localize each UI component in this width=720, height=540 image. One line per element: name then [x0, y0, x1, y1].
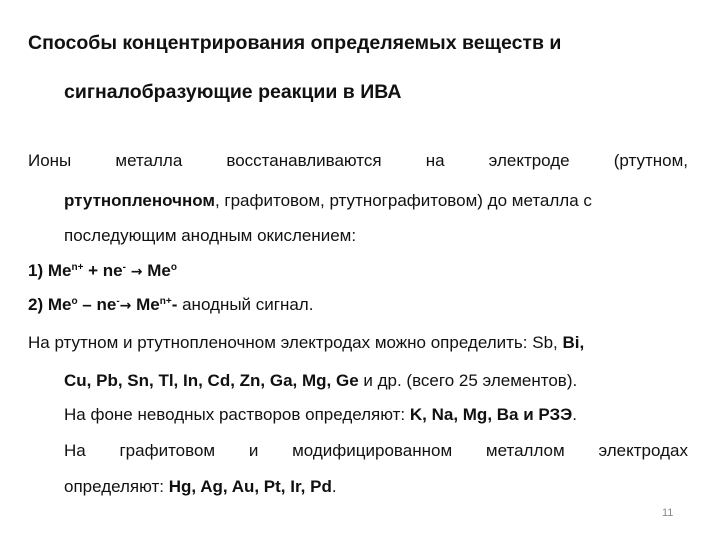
title-line-1: Способы концентрирования определяемых веществ и [28, 32, 562, 54]
arrow-icon: → [130, 264, 143, 280]
reaction-text: Me [147, 261, 171, 280]
text: . [331, 477, 337, 496]
title-line-2: сигналобразующие реакции в ИВА [64, 81, 402, 103]
reaction-text: - [171, 295, 178, 314]
element-list: Cu, Pb, Sn, Tl, In, Cd, Zn, Ga, Mg, Ge [64, 371, 359, 390]
superscript: o [170, 262, 177, 273]
paragraph-2-line-1 [28, 332, 584, 354]
superscript: - [122, 262, 126, 273]
reaction-text: 1) Me [28, 261, 72, 280]
bold-term: Bi, [562, 333, 585, 352]
element-list: K, Na, Mg, Ba и РЗЭ [409, 405, 573, 424]
word: металла [115, 151, 183, 170]
paragraph-2-line-2 [64, 370, 577, 392]
paragraph-3-line-1 [64, 440, 688, 462]
word: (ртутном, [613, 151, 688, 170]
bold-term: ртутнопленочном [64, 191, 215, 210]
reaction-text: + ne [83, 261, 123, 280]
text: На фоне неводных растворов определяют: [64, 405, 410, 424]
paragraph-2-line-3 [64, 404, 577, 426]
text: и др. (всего 25 элементов). [358, 371, 578, 390]
word: На [64, 441, 86, 460]
superscript: - [116, 296, 120, 307]
word: и [248, 441, 259, 460]
word: восстанавливаются [226, 151, 382, 170]
superscript: o [71, 296, 78, 307]
word: Ионы [28, 151, 72, 170]
reaction-1 [28, 260, 177, 282]
word: электроде [488, 151, 570, 170]
element-list: Hg, Ag, Au, Pt, Ir, Pd [168, 477, 332, 496]
paragraph-3-line-2 [64, 476, 337, 498]
superscript: n+ [71, 262, 84, 273]
text: . [572, 405, 577, 424]
text: На ртутном и ртутнопленочном электродах можно определить: Sb, [28, 333, 563, 352]
reaction-text: Me [131, 295, 160, 314]
word: металлом [485, 441, 565, 460]
reaction-text: анодный сигнал. [177, 295, 314, 314]
paragraph-1-line-2 [64, 190, 592, 212]
page-number: 11 [662, 507, 674, 519]
arrow-icon: → [119, 298, 132, 314]
text: , графитовом, ртутнографитовом) до металла с [214, 191, 592, 210]
reaction-text: – ne [77, 295, 117, 314]
reaction-2 [28, 294, 313, 316]
word: электродах [598, 441, 688, 460]
reaction-text: 2) Me [28, 295, 72, 314]
word: на [425, 151, 445, 170]
word: модифицированном [292, 441, 453, 460]
paragraph-1-line-3: последующим анодным окислением: [64, 226, 357, 245]
superscript: n+ [159, 296, 172, 307]
word: графитовом [119, 441, 216, 460]
text: определяют: [64, 477, 169, 496]
paragraph-1-line-1 [28, 150, 688, 172]
